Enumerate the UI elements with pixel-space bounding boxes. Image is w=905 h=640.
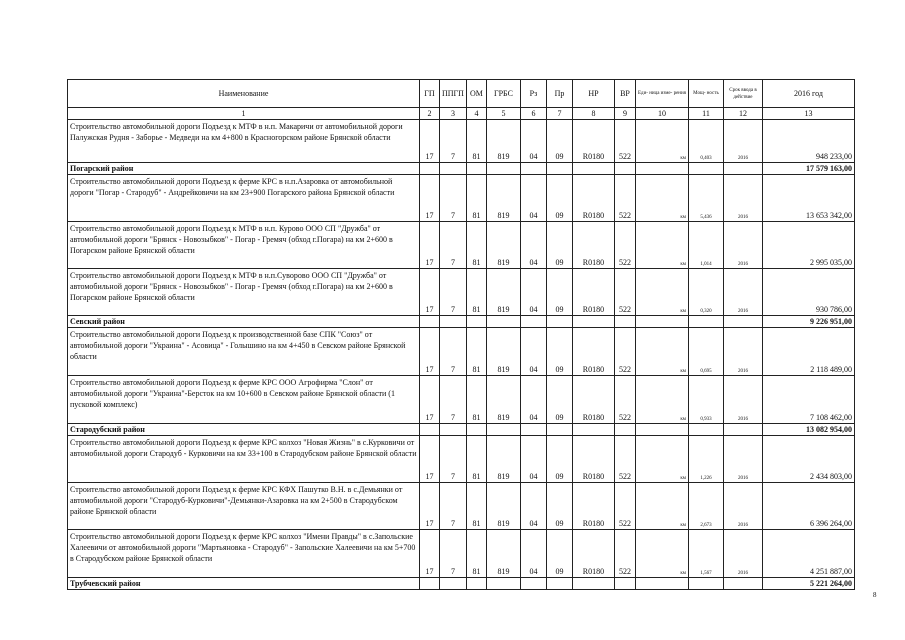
empty-cell [635,424,688,436]
row-rz: 04 [520,222,546,269]
empty-cell [420,316,440,328]
row-nr: R0180 [572,436,614,483]
header-year: 2016 год [762,80,854,108]
row-grbs: 819 [486,483,520,530]
empty-cell [614,163,635,175]
empty-cell [440,163,467,175]
row-gp: 17 [420,483,440,530]
table-row [68,436,855,483]
row-unit: км [635,222,688,269]
row-term: 2016 [723,530,762,578]
empty-cell [688,578,723,590]
row-name: Строительство автомобильной дороги Подъезд к МТФ в н.п. Курово ООО СП "Дружба" от автомобильной дороги "Брянск - Новозыбков" - Погар - Гремяч (обход г.Погара) на км 2+600 в Погарском районе Брянской области [68,222,420,269]
empty-cell [723,578,762,590]
empty-cell [688,163,723,175]
row-pr: 09 [546,175,572,222]
empty-cell [688,424,723,436]
empty-cell [688,316,723,328]
row-grbs: 819 [486,269,520,316]
row-amount: 948 233,00 [762,120,854,163]
empty-cell [440,424,467,436]
header-grbs: ГРБС [486,80,520,108]
row-pr: 09 [546,376,572,424]
row-term: 2016 [723,483,762,530]
table-row [68,376,855,424]
col-number: 5 [486,108,520,120]
region-row [68,163,855,175]
empty-cell [420,578,440,590]
empty-cell [466,163,486,175]
empty-cell [723,424,762,436]
row-ppg: 7 [440,328,467,376]
row-power: 2,673 [688,483,723,530]
empty-cell [546,424,572,436]
header-unit: Еди- ница изме- рения [635,80,688,108]
header-pr: Пр [546,80,572,108]
row-gp: 17 [420,530,440,578]
row-power: 1,014 [688,222,723,269]
table-row [68,175,855,222]
row-nr: R0180 [572,269,614,316]
col-number: 7 [546,108,572,120]
row-om: 81 [466,376,486,424]
table-row [68,483,855,530]
region-row [68,424,855,436]
row-nr: R0180 [572,376,614,424]
row-term: 2016 [723,222,762,269]
row-grbs: 819 [486,175,520,222]
empty-cell [420,424,440,436]
row-ppg: 7 [440,530,467,578]
row-pr: 09 [546,222,572,269]
row-pr: 09 [546,328,572,376]
row-amount: 4 251 887,00 [762,530,854,578]
row-term: 2016 [723,436,762,483]
row-vr: 522 [614,175,635,222]
region-name: Севский район [68,316,420,328]
empty-cell [486,163,520,175]
row-rz: 04 [520,120,546,163]
empty-cell [420,163,440,175]
row-grbs: 819 [486,222,520,269]
empty-cell [572,578,614,590]
col-number: 4 [466,108,486,120]
row-rz: 04 [520,175,546,222]
row-nr: R0180 [572,328,614,376]
row-term: 2016 [723,175,762,222]
empty-cell [486,578,520,590]
row-rz: 04 [520,328,546,376]
region-amount: 5 221 264,00 [762,578,854,590]
row-nr: R0180 [572,175,614,222]
row-nr: R0180 [572,530,614,578]
row-pr: 09 [546,120,572,163]
empty-cell [546,578,572,590]
row-gp: 17 [420,436,440,483]
empty-cell [440,578,467,590]
empty-cell [520,163,546,175]
row-vr: 522 [614,269,635,316]
row-grbs: 819 [486,328,520,376]
region-row [68,578,855,590]
row-gp: 17 [420,120,440,163]
empty-cell [520,316,546,328]
table-row [68,269,855,316]
row-power: 0,403 [688,120,723,163]
row-power: 1,567 [688,530,723,578]
region-amount: 17 579 163,00 [762,163,854,175]
row-nr: R0180 [572,483,614,530]
row-unit: км [635,175,688,222]
col-number: 10 [635,108,688,120]
region-row [68,316,855,328]
row-om: 81 [466,328,486,376]
table-row [68,530,855,578]
row-term: 2016 [723,269,762,316]
row-ppg: 7 [440,120,467,163]
row-term: 2016 [723,120,762,163]
empty-cell [572,163,614,175]
row-ppg: 7 [440,483,467,530]
empty-cell [486,316,520,328]
row-amount: 13 653 342,00 [762,175,854,222]
table-body [68,120,855,590]
column-number-row [68,108,855,120]
region-amount: 9 226 951,00 [762,316,854,328]
header-om: ОМ [466,80,486,108]
empty-cell [520,424,546,436]
row-name: Строительство автомобильной дороги Подъезд к ферме КРС КФХ Пашутко В.Н. в с.Демьянки от автомобильной дороги "Стародуб-Курковичи"-Демьянки-Азаровка на км 2+500 в Стародубском районе Брянской области [68,483,420,530]
row-vr: 522 [614,222,635,269]
table-row [68,328,855,376]
row-gp: 17 [420,328,440,376]
page-number: 8 [873,591,877,599]
row-name: Строительство автомобильной дороги Подъезд к ферме КРС колхоз "Имени Правды" в с.Запольские Халеевичи от автомобильной дороги "Мартьяновка - Стародуб" - Запольские Халеевичи на км 5+700 в Стародубском районе Брянской области [68,530,420,578]
header-nr: НР [572,80,614,108]
col-number: 6 [520,108,546,120]
row-gp: 17 [420,175,440,222]
region-amount: 13 082 954,00 [762,424,854,436]
row-amount: 2 434 803,00 [762,436,854,483]
row-name: Строительство автомобильной дороги Подъезд к производственной базе СПК "Союз" от автомобильной дороги "Украина" - Асовица" - Голышино на км 4+450 в Севском районе Брянской области [68,328,420,376]
header-rz: Рз [520,80,546,108]
header-row [68,80,855,108]
header-gp: ГП [420,80,440,108]
row-amount: 930 786,00 [762,269,854,316]
row-power: 0,695 [688,328,723,376]
empty-cell [466,424,486,436]
row-nr: R0180 [572,120,614,163]
region-name: Погарский район [68,163,420,175]
row-unit: км [635,530,688,578]
empty-cell [466,316,486,328]
row-om: 81 [466,530,486,578]
row-grbs: 819 [486,376,520,424]
row-pr: 09 [546,530,572,578]
col-number: 3 [440,108,467,120]
row-grbs: 819 [486,530,520,578]
row-ppg: 7 [440,436,467,483]
row-ppg: 7 [440,175,467,222]
row-vr: 522 [614,376,635,424]
empty-cell [486,424,520,436]
table-row [68,120,855,163]
row-name: Строительство автомобильной дороги Подъезд к ферме КРС в н.п.Азаровка от автомобильной дороги "Погар - Стародуб" - Андрейковичи на км 23+900 Погарского района Брянской области [68,175,420,222]
row-gp: 17 [420,222,440,269]
row-nr: R0180 [572,222,614,269]
empty-cell [466,578,486,590]
row-amount: 6 396 264,00 [762,483,854,530]
row-om: 81 [466,269,486,316]
empty-cell [546,316,572,328]
row-term: 2016 [723,328,762,376]
row-vr: 522 [614,328,635,376]
row-vr: 522 [614,483,635,530]
col-number: 11 [688,108,723,120]
row-om: 81 [466,222,486,269]
empty-cell [635,578,688,590]
row-ppg: 7 [440,376,467,424]
row-amount: 7 108 462,00 [762,376,854,424]
col-number: 8 [572,108,614,120]
row-amount: 2 118 489,00 [762,328,854,376]
row-rz: 04 [520,530,546,578]
row-om: 81 [466,436,486,483]
row-rz: 04 [520,436,546,483]
col-number: 12 [723,108,762,120]
row-om: 81 [466,483,486,530]
empty-cell [614,316,635,328]
row-gp: 17 [420,376,440,424]
header-vr: ВР [614,80,635,108]
row-unit: км [635,328,688,376]
table-row [68,222,855,269]
row-unit: км [635,120,688,163]
region-name: Трубчевский район [68,578,420,590]
row-grbs: 819 [486,436,520,483]
row-unit: км [635,436,688,483]
empty-cell [440,316,467,328]
empty-cell [546,163,572,175]
header-ppg: ППГП [440,80,467,108]
row-amount: 2 995 035,00 [762,222,854,269]
empty-cell [723,163,762,175]
region-name: Стародубский район [68,424,420,436]
row-gp: 17 [420,269,440,316]
row-om: 81 [466,175,486,222]
row-name: Строительство автомобильной дороги Подъезд к МТФ в н.п. Макаричи от автомобильной дороги Палужская Рудня - Заборье - Медведи на км 4+800 в Красногорском районе Брянской области [68,120,420,163]
row-ppg: 7 [440,222,467,269]
empty-cell [635,163,688,175]
row-term: 2016 [723,376,762,424]
row-ppg: 7 [440,269,467,316]
row-pr: 09 [546,269,572,316]
row-rz: 04 [520,483,546,530]
col-number: 2 [420,108,440,120]
row-power: 5,436 [688,175,723,222]
col-number: 13 [762,108,854,120]
row-power: 1,226 [688,436,723,483]
row-power: 0,320 [688,269,723,316]
row-vr: 522 [614,530,635,578]
row-unit: км [635,376,688,424]
row-grbs: 819 [486,120,520,163]
header-name: Наименование [68,80,420,108]
row-power: 0,933 [688,376,723,424]
empty-cell [723,316,762,328]
col-number: 9 [614,108,635,120]
row-name: Строительство автомобильной дороги Подъезд к ферме КРС ООО Агрофирма "Слон" от автомобильной дороги "Украина"-Берсток на км 10+600 в Севском районе Брянской области (1 пусковой комплекс) [68,376,420,424]
header-term: Срок ввода в действие [723,80,762,108]
row-vr: 522 [614,436,635,483]
row-rz: 04 [520,269,546,316]
row-vr: 522 [614,120,635,163]
empty-cell [635,316,688,328]
header-power: Мощ- ность [688,80,723,108]
row-pr: 09 [546,483,572,530]
row-om: 81 [466,120,486,163]
col-number: 1 [68,108,420,120]
row-name: Строительство автомобильной дороги Подъезд к МТФ в н.п.Суворово ООО СП "Дружба" от автомобильной дороги "Брянск - Новозыбков" - Погар - Гремяч (обход г.Погара) на км 2+600 в Погарском районе Брянской области [68,269,420,316]
empty-cell [520,578,546,590]
row-pr: 09 [546,436,572,483]
budget-table [67,79,855,590]
empty-cell [572,316,614,328]
empty-cell [614,578,635,590]
empty-cell [614,424,635,436]
empty-cell [572,424,614,436]
row-name: Строительство автомобильной дороги Подъезд к ферме КРС колхоз "Новая Жизнь" в с.Курковичи от автомобильной дороги Стародуб - Курковичи на км 33+100 в Стародубском районе Брянской области [68,436,420,483]
row-unit: км [635,483,688,530]
row-rz: 04 [520,376,546,424]
row-unit: км [635,269,688,316]
